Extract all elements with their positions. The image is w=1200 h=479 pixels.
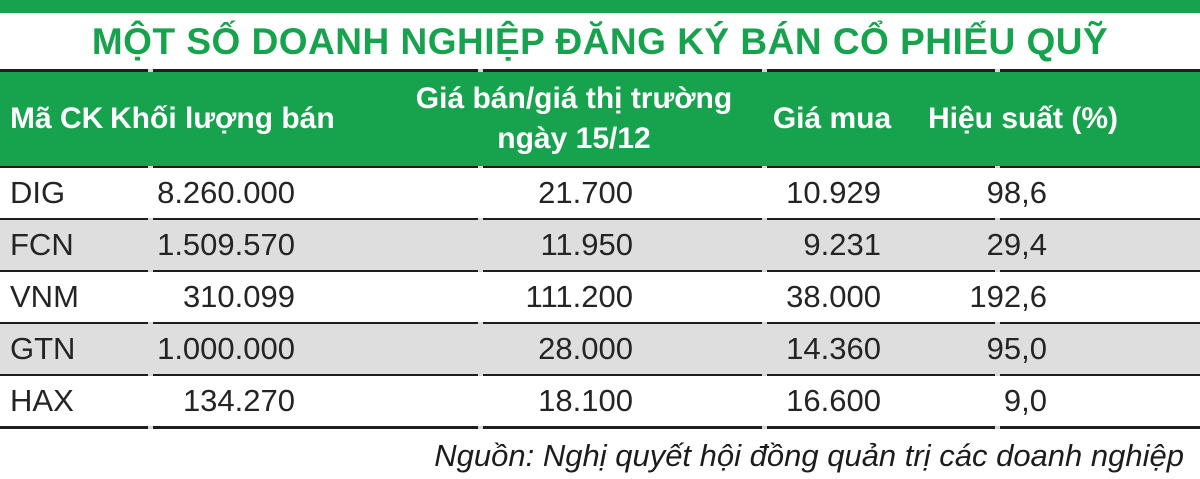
column-header-buy-price: Giá mua [772, 102, 892, 135]
cell-filler [1047, 220, 1200, 270]
cell-performance: 98,6 [986, 175, 1047, 210]
source-note: Nguồn: Nghị quyết hội đồng quản trị các doanh nghiệp [434, 438, 1184, 473]
cell-sell-price: 21.700 [538, 175, 633, 210]
column-header-performance: Hiệu suất (%) [927, 102, 1119, 135]
cell-sell-price: 18.100 [538, 383, 633, 418]
cell-ticker: DIG [10, 175, 66, 210]
cell-volume: 134.270 [182, 383, 295, 418]
cell-volume: 310.099 [182, 279, 295, 314]
cell-volume: 1.509.570 [157, 227, 295, 262]
table-header-row [0, 72, 1200, 166]
column-header-volume: Khối lượng bán [110, 102, 335, 135]
cell-filler [1047, 272, 1200, 322]
column-header-sell-price-line2: ngày 15/12 [497, 122, 651, 155]
cell-buy-price: 9.231 [803, 227, 881, 262]
cell-volume: 1.000.000 [157, 331, 295, 366]
figure-title: MỘT SỐ DOANH NGHIỆP ĐĂNG KÝ BÁN CỔ PHIẾU QUỸ [91, 21, 1109, 62]
cell-ticker: HAX [10, 383, 74, 418]
cell-performance: 192,6 [969, 279, 1047, 314]
cell-ticker: VNM [10, 279, 79, 314]
table-body [0, 168, 1200, 426]
table-row-fcn [0, 220, 1200, 270]
cell-sell-price: 28.000 [538, 331, 633, 366]
cell-buy-price: 14.360 [786, 331, 881, 366]
column-header-sell-price-line1: Giá bán/giá thị trường [415, 82, 733, 115]
cell-filler [1047, 168, 1200, 218]
table-row-gtn [0, 324, 1200, 374]
cell-sell-price: 111.200 [525, 279, 633, 314]
cell-performance: 95,0 [986, 331, 1047, 366]
table-row-vnm [0, 272, 1200, 322]
cell-filler [1047, 376, 1200, 426]
column-header-ticker: Mã CK [10, 102, 104, 135]
cell-buy-price: 16.600 [786, 383, 881, 418]
top-green-bar [0, 0, 1200, 13]
cell-buy-price: 38.000 [786, 279, 881, 314]
cell-ticker: FCN [10, 227, 74, 262]
cell-filler [1047, 324, 1200, 374]
cell-volume: 8.260.000 [157, 175, 295, 210]
table-row-hax [0, 376, 1200, 426]
cell-sell-price: 11.950 [540, 227, 633, 262]
table-row-dig [0, 168, 1200, 218]
cell-performance: 29,4 [986, 227, 1047, 262]
column-header-sell-price [416, 79, 732, 159]
cell-ticker: GTN [10, 331, 76, 366]
cell-buy-price: 10.929 [786, 175, 881, 210]
cell-performance: 9,0 [1003, 383, 1047, 418]
